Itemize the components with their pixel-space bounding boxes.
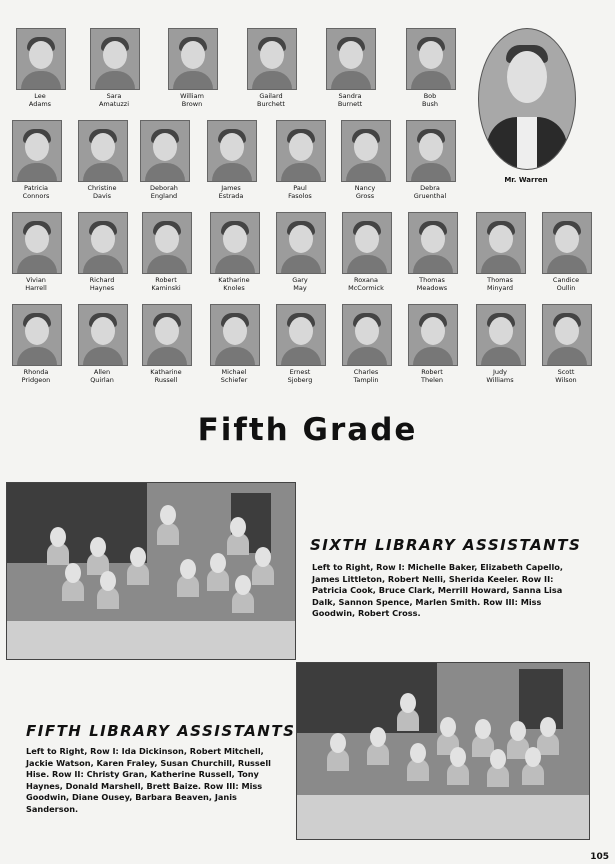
student-portrait bbox=[12, 120, 62, 200]
sixth-heading: SIXTH LIBRARY ASSISTANTS bbox=[310, 536, 582, 554]
student-portrait bbox=[406, 120, 456, 200]
student-first-name: Katharine bbox=[150, 368, 182, 376]
student-last-name: Gruenthal bbox=[413, 192, 447, 200]
student-photo bbox=[140, 120, 190, 182]
student-photo bbox=[210, 212, 260, 274]
student-last-name: Davis bbox=[92, 192, 112, 200]
student-last-name: Wilson bbox=[555, 376, 577, 384]
student-first-name: Roxana bbox=[354, 276, 378, 284]
student-portrait bbox=[476, 212, 526, 292]
fifth-heading: FIFTH LIBRARY ASSISTANTS bbox=[26, 722, 296, 740]
student-first-name: Lee bbox=[34, 92, 46, 100]
student-first-name: Sara bbox=[106, 92, 122, 100]
student-last-name: Quirlan bbox=[90, 376, 114, 384]
student-photo bbox=[476, 212, 526, 274]
page-number: 105 bbox=[590, 852, 609, 862]
student-last-name: McCormick bbox=[348, 284, 384, 292]
student-name bbox=[341, 184, 389, 200]
student-first-name: Michael bbox=[221, 368, 247, 376]
student-name bbox=[12, 368, 60, 384]
student-portrait bbox=[408, 304, 458, 384]
student-first-name: Allen bbox=[93, 368, 111, 376]
student-name bbox=[210, 276, 258, 292]
student-first-name: Sandra bbox=[338, 92, 362, 100]
student-name bbox=[276, 184, 324, 200]
student-first-name: Gailard bbox=[259, 92, 283, 100]
student-first-name: Charles bbox=[353, 368, 379, 376]
student-photo bbox=[342, 304, 392, 366]
student-name bbox=[326, 92, 374, 108]
student-photo bbox=[16, 28, 66, 90]
student-first-name: Thomas bbox=[419, 276, 445, 284]
student-photo bbox=[207, 120, 257, 182]
student-portrait bbox=[210, 212, 260, 292]
student-portrait bbox=[542, 212, 592, 292]
student-photo bbox=[78, 120, 128, 182]
student-last-name: Pridgeon bbox=[21, 376, 51, 384]
student-portrait bbox=[276, 304, 326, 384]
student-photo bbox=[12, 304, 62, 366]
student-name bbox=[78, 368, 126, 384]
student-last-name: Minyard bbox=[486, 284, 514, 292]
student-portrait bbox=[90, 28, 140, 108]
student-photo bbox=[210, 304, 260, 366]
student-photo bbox=[78, 304, 128, 366]
teacher-name: Mr. Warren bbox=[504, 176, 548, 184]
student-photo bbox=[408, 212, 458, 274]
student-first-name: Christine bbox=[87, 184, 117, 192]
student-first-name: Candice bbox=[552, 276, 580, 284]
student-portrait bbox=[210, 304, 260, 384]
student-last-name: Williams bbox=[486, 376, 514, 384]
student-photo bbox=[542, 304, 592, 366]
student-name bbox=[408, 276, 456, 292]
student-photo bbox=[542, 212, 592, 274]
student-photo bbox=[90, 28, 140, 90]
student-photo bbox=[12, 212, 62, 274]
student-last-name: Meadows bbox=[416, 284, 448, 292]
student-name bbox=[408, 368, 456, 384]
student-portrait bbox=[247, 28, 297, 108]
student-first-name: Richard bbox=[89, 276, 115, 284]
student-last-name: Harrell bbox=[25, 284, 47, 292]
fifth-names: Left to Right, Row I: Ida Dickinson, Robert Mitchell, Jackie Watson, Karen Fraley, Susan Churchill, Russell Hise. Row II: Christy Gran, Katherine Russell, Tony Haynes, Donald Marshell, Brett Baize. Row III: Miss Goodwin, Diane Ousey, Barbara Beaven, Janis Sanderson. bbox=[26, 746, 271, 814]
student-portrait bbox=[12, 304, 62, 384]
student-portrait bbox=[326, 28, 376, 108]
student-name bbox=[476, 368, 524, 384]
student-photo bbox=[276, 120, 326, 182]
student-name bbox=[406, 184, 454, 200]
student-last-name: Connors bbox=[22, 192, 50, 200]
student-last-name: England bbox=[150, 192, 178, 200]
student-name bbox=[142, 276, 190, 292]
student-name bbox=[276, 276, 324, 292]
student-first-name: Robert bbox=[155, 276, 177, 284]
student-name bbox=[78, 276, 126, 292]
student-portrait bbox=[342, 304, 392, 384]
student-name bbox=[168, 92, 216, 108]
student-portrait bbox=[276, 212, 326, 292]
teacher-portrait bbox=[478, 28, 576, 184]
student-name bbox=[142, 368, 190, 384]
student-photo bbox=[408, 304, 458, 366]
student-portrait bbox=[78, 212, 128, 292]
student-name bbox=[276, 368, 324, 384]
student-name bbox=[16, 92, 64, 108]
student-last-name: Kaminski bbox=[151, 284, 181, 292]
student-photo bbox=[341, 120, 391, 182]
student-name bbox=[342, 368, 390, 384]
student-last-name: Adams bbox=[28, 100, 52, 108]
student-first-name: James bbox=[221, 184, 241, 192]
student-last-name: Burnett bbox=[337, 100, 363, 108]
student-photo bbox=[12, 120, 62, 182]
student-portrait bbox=[342, 212, 392, 292]
student-first-name: William bbox=[180, 92, 204, 100]
student-portrait bbox=[406, 28, 456, 108]
student-name bbox=[406, 92, 454, 108]
student-name bbox=[210, 368, 258, 384]
student-name bbox=[342, 276, 390, 292]
student-name bbox=[476, 276, 524, 292]
student-photo bbox=[142, 304, 192, 366]
student-last-name: Knoles bbox=[223, 284, 245, 292]
student-photo bbox=[342, 212, 392, 274]
student-photo bbox=[476, 304, 526, 366]
student-last-name: Haynes bbox=[89, 284, 115, 292]
student-last-name: Thelen bbox=[420, 376, 443, 384]
student-photo bbox=[78, 212, 128, 274]
student-first-name: Scott bbox=[557, 368, 575, 376]
student-name bbox=[542, 368, 590, 384]
student-portrait bbox=[276, 120, 326, 200]
student-first-name: Paul bbox=[293, 184, 307, 192]
student-portrait bbox=[16, 28, 66, 108]
student-first-name: Gary bbox=[292, 276, 308, 284]
student-first-name: Bob bbox=[423, 92, 437, 100]
student-portrait bbox=[78, 304, 128, 384]
student-last-name: Burchett bbox=[257, 100, 285, 108]
student-last-name: Tamplin bbox=[353, 376, 379, 384]
student-portrait bbox=[142, 212, 192, 292]
student-last-name: Gross bbox=[355, 192, 375, 200]
grade-title: Fifth Grade bbox=[197, 412, 418, 448]
student-portrait bbox=[207, 120, 257, 200]
student-last-name: Estrada bbox=[218, 192, 244, 200]
student-name bbox=[12, 276, 60, 292]
student-first-name: Vivian bbox=[26, 276, 46, 284]
student-photo bbox=[326, 28, 376, 90]
student-portrait bbox=[408, 212, 458, 292]
student-photo bbox=[168, 28, 218, 90]
student-first-name: Rhonda bbox=[23, 368, 49, 376]
student-first-name: Deborah bbox=[150, 184, 178, 192]
student-last-name: Russell bbox=[154, 376, 178, 384]
student-first-name: Judy bbox=[492, 368, 507, 376]
student-name bbox=[247, 92, 295, 108]
student-last-name: May bbox=[293, 284, 307, 292]
sixth-names: Left to Right, Row I: Michelle Baker, Elizabeth Capello, James Littleton, Robert Nelli, Sherida Keeler. Row II: Patricia Cook, Bruce Clark, Merrill Howard, Sanna Lisa Dalk, Sannon Spence, Marlen Smith. Row III: Miss Goodwin, Robert Cross. bbox=[312, 562, 564, 618]
student-last-name: Sjoberg bbox=[287, 376, 313, 384]
student-last-name: Fasolos bbox=[288, 192, 312, 200]
student-portrait bbox=[476, 304, 526, 384]
student-portrait bbox=[140, 120, 190, 200]
student-first-name: Katharine bbox=[218, 276, 250, 284]
student-portrait bbox=[168, 28, 218, 108]
student-first-name: Debra bbox=[420, 184, 440, 192]
student-name bbox=[207, 184, 255, 200]
student-name bbox=[140, 184, 188, 200]
student-portrait bbox=[142, 304, 192, 384]
student-last-name: Amatuzzi bbox=[98, 100, 130, 108]
student-portrait bbox=[341, 120, 391, 200]
student-name bbox=[90, 92, 138, 108]
student-name bbox=[12, 184, 60, 200]
student-photo bbox=[247, 28, 297, 90]
student-name bbox=[542, 276, 590, 292]
student-last-name: Bush bbox=[421, 100, 439, 108]
student-first-name: Nancy bbox=[354, 184, 376, 192]
student-portrait bbox=[12, 212, 62, 292]
teacher-photo bbox=[478, 28, 576, 170]
student-first-name: Patricia bbox=[23, 184, 48, 192]
student-photo bbox=[276, 212, 326, 274]
student-photo bbox=[406, 28, 456, 90]
student-photo bbox=[276, 304, 326, 366]
sixth-library-assistants-photo bbox=[6, 482, 296, 660]
student-first-name: Thomas bbox=[487, 276, 513, 284]
student-portrait bbox=[78, 120, 128, 200]
student-photo bbox=[406, 120, 456, 182]
fifth-library-assistants-photo bbox=[296, 662, 590, 840]
student-last-name: Brown bbox=[181, 100, 203, 108]
student-first-name: Ernest bbox=[289, 368, 311, 376]
student-last-name: Oullin bbox=[556, 284, 576, 292]
student-portrait bbox=[542, 304, 592, 384]
student-name bbox=[78, 184, 126, 200]
student-last-name: Schiefer bbox=[220, 376, 248, 384]
student-first-name: Robert bbox=[421, 368, 443, 376]
student-photo bbox=[142, 212, 192, 274]
